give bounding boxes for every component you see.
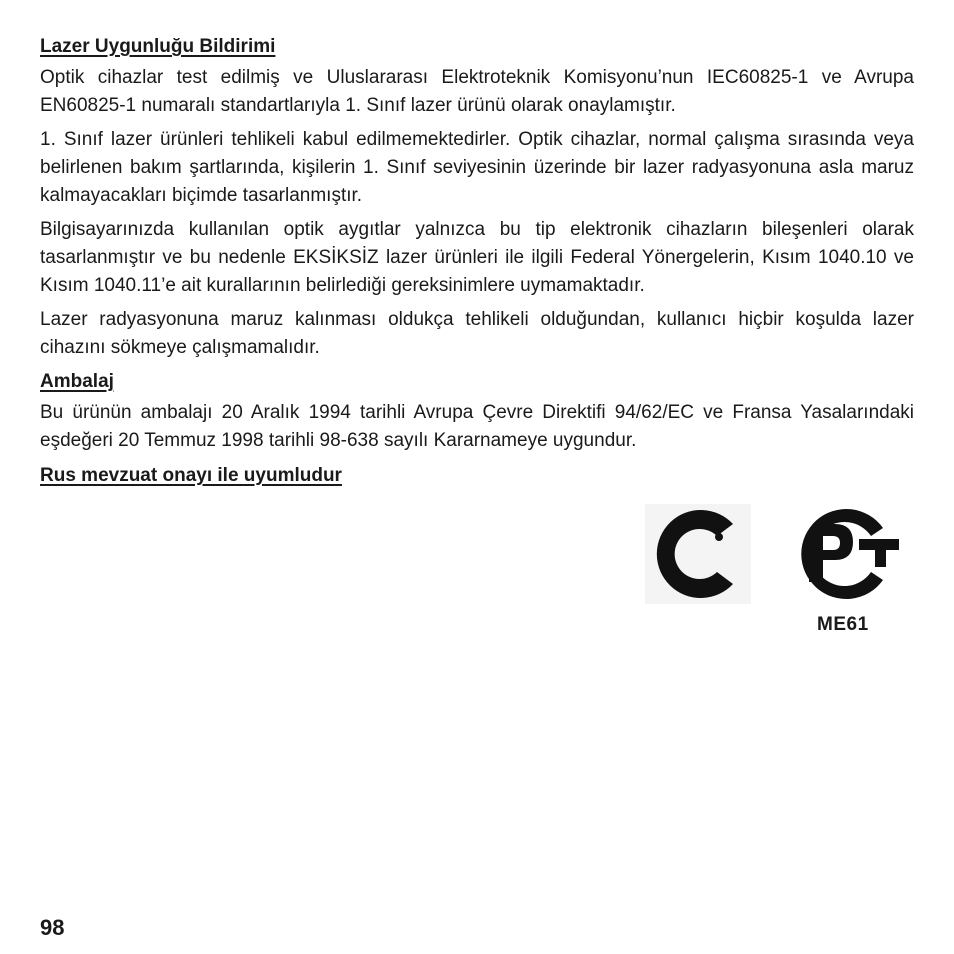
page-number: 98 [40,915,65,940]
certification-code: ME61 [817,614,869,635]
gost-r-pst-mark-icon [791,504,901,604]
laser-compliance-heading: Lazer Uygunluğu Bildirimi [40,36,276,57]
packaging-paragraph: Bu ürünün ambalajı 20 Aralık 1994 tarihli Avrupa Çevre Direktifi 94/62/EC ve Fransa Yasalarındaki eşdeğeri 20 Temmuz 1998 tarihli 98-638 sayılı Kararnameye uygundur. [40,402,914,451]
laser-paragraph-1: Optik cihazlar test edilmiş ve Uluslararası Elektroteknik Komisyonu’nun IEC60825-1 ve Avrupa EN60825-1 numaralı standartlarıyla 1. Sınıf lazer ürünü olarak onaylamıştır. [40,67,914,116]
packaging-heading: Ambalaj [40,371,114,392]
eac-tr-mark-icon [645,504,751,604]
russian-compliance-heading: Rus mevzuat onayı ile uyumludur [40,465,342,486]
laser-paragraph-2: 1. Sınıf lazer ürünleri tehlikeli kabul edilmemektedirler. Optik cihazlar, normal çalışma sırasında veya belirlenen bakım şartlarında, kişilerin 1. Sınıf seviyesinin üzerinde bir lazer radyasyonuna asla maruz kalmayacakları biçimde tasarlanmıştır. [40,129,914,206]
laser-paragraph-3: Bilgisayarınızda kullanılan optik aygıtlar yalnızca bu tip elektronik cihazların bileşenleri olarak tasarlanmıştır ve bu nedenle EKSİKSİZ lazer ürünleri ile ilgili Federal Yönergelerin, Kısım 1040.10 ve Kısım 1040.11’e ait kurallarının belirlediği gereksinimlere uymamaktadır. [40,219,914,296]
document-body [40,33,914,490]
laser-paragraph-4: Lazer radyasyonuna maruz kalınması oldukça tehlikeli olduğundan, kullanıcı hiçbir koşulda lazer cihazını sökmeye çalışmamalıdır. [40,309,914,358]
certification-marks [645,504,915,644]
